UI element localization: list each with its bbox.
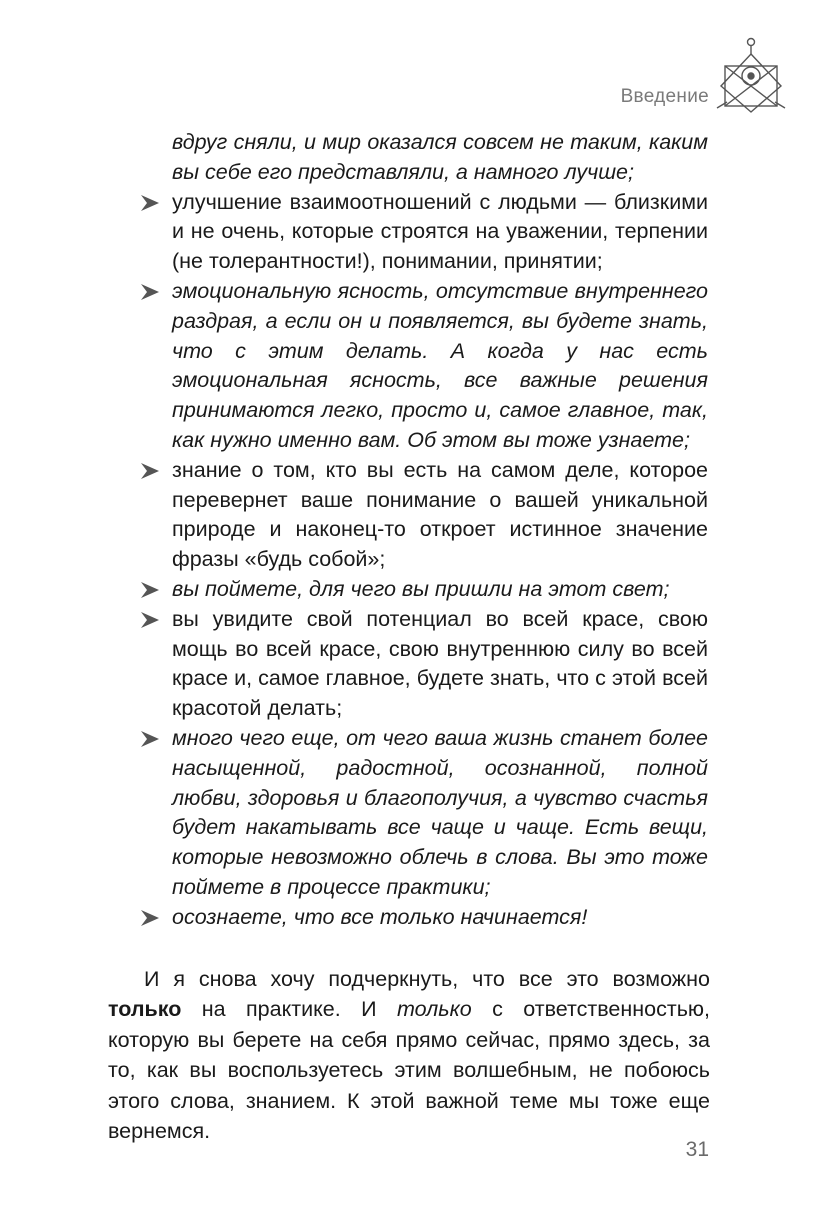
arrow-bullet-icon <box>140 283 160 301</box>
list-item <box>140 724 708 903</box>
paragraph-text-3: с ответственностью, которую вы берете на себя прямо сейчас, прямо здесь, за то, как вы воспользуетесь этим волшебным, не побоюсь этого слова, знанием. К этой важной теме мы тоже еще вернемся. <box>108 997 710 1144</box>
arrow-bullet-icon <box>140 194 160 212</box>
arrow-bullet-icon <box>140 581 160 599</box>
list-item <box>140 277 708 456</box>
list-item-text: эмоциональную ясность, отсутствие внутреннего раздрая, а если он и появляется, вы будете знать, что с этим делать. А когда у нас есть эмоциональная ясность, все важные решения принимаются легко, просто и, самое главное, так, как нужно именно вам. Об этом вы тоже узнаете; <box>172 278 708 452</box>
list-item <box>140 456 708 575</box>
list-item-text: много чего еще, от чего ваша жизнь станет более насыщенной, радостной, осознанной, полной любви, здоровья и благополучия, а чувство счастья будет накатывать все чаще и чаще. Есть вещи, которые невозможно облечь в слова. Вы это тоже поймете в процессе практики; <box>172 725 708 899</box>
page-number: 31 <box>685 1138 709 1161</box>
list-item-text: осознаете, что все только начинается! <box>172 904 588 929</box>
arrow-bullet-icon <box>140 909 160 927</box>
list-item <box>140 575 708 605</box>
paragraph-bold-emphasis: только <box>108 997 182 1022</box>
bullet-list <box>140 128 708 933</box>
arrow-bullet-icon <box>140 730 160 748</box>
running-head: Введение <box>620 86 709 107</box>
list-item-text: вы поймете, для чего вы пришли на этот свет; <box>172 576 670 601</box>
list-item-text: знание о том, кто вы есть на самом деле, которое перевернет ваше понимание о вашей уникальной природе и наконец-то откроет истинное значение фразы «будь собой»; <box>172 457 708 572</box>
list-item <box>140 605 708 724</box>
arrow-bullet-icon <box>140 462 160 480</box>
paragraph-text-2: на практике. И <box>181 997 397 1022</box>
list-item <box>140 903 708 933</box>
list-item-text: улучшение взаимоотношений с людьми — близкими и не очень, которые строятся на уважении, терпении (не толерантности!), понимании, принятии; <box>172 189 708 274</box>
paragraph-italic-emphasis: только <box>396 997 472 1022</box>
list-item-continuation: вдруг сняли, и мир оказался совсем не таким, каким вы себе его представляли, а намного лучше; <box>172 130 708 184</box>
paragraph-text-1: И я снова хочу подчеркнуть, что все это возможно <box>144 967 710 991</box>
geometric-emblem-icon <box>715 36 787 116</box>
arrow-bullet-icon <box>140 611 160 629</box>
list-item <box>140 188 708 277</box>
list-item-text: вы увидите свой потенциал во всей красе, свою мощь во всей красе, свою внутреннюю силу во всей красе и, самое главное, будете знать, что с этой всей красотой делать; <box>172 606 708 721</box>
body-paragraph <box>108 964 710 1146</box>
